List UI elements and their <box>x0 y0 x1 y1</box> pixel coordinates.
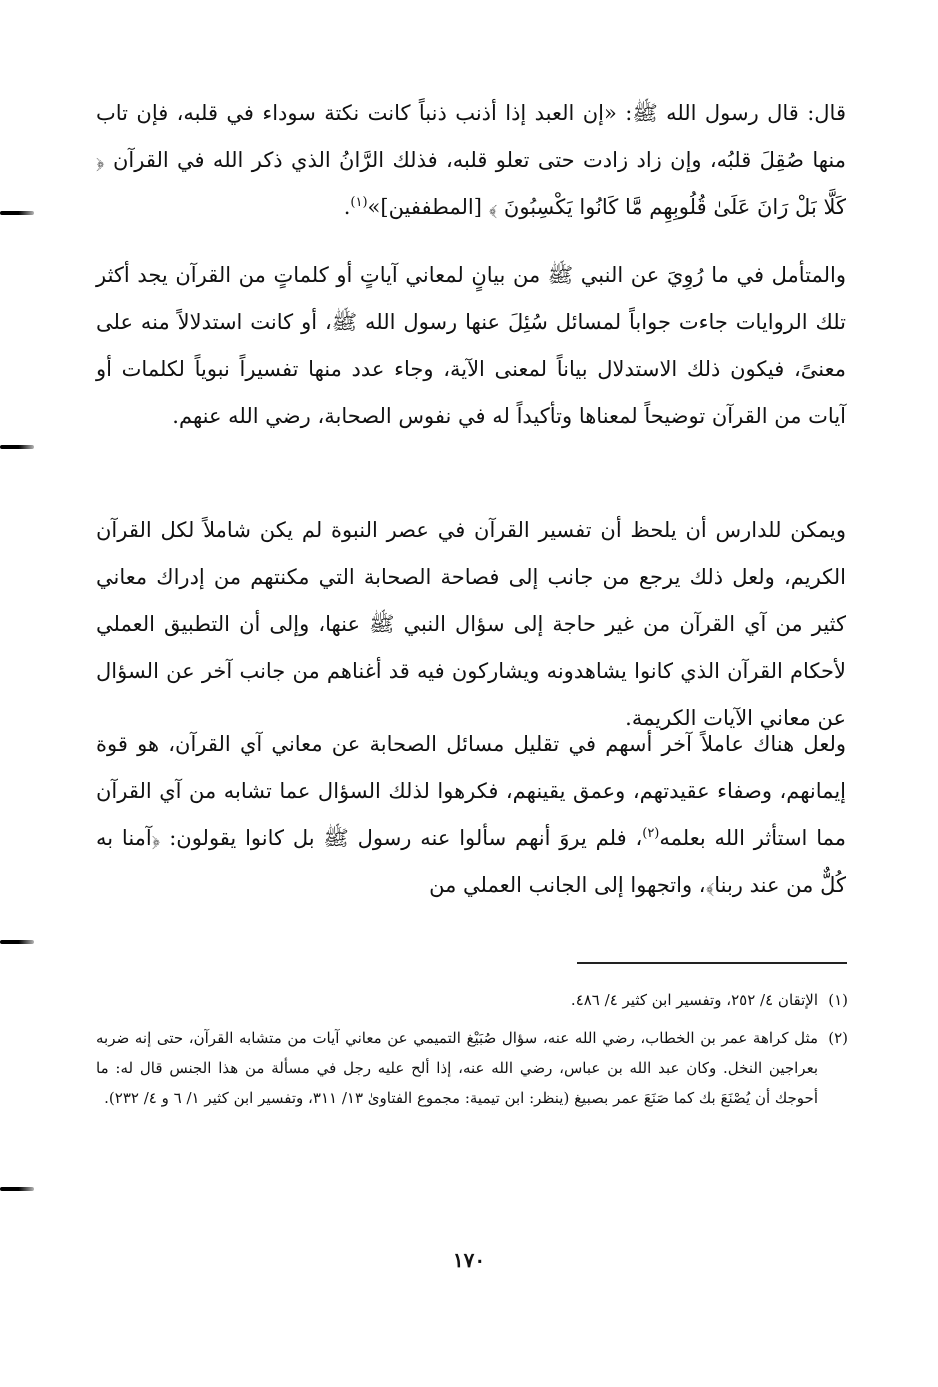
paragraph-text: قال: قال رسول الله ﷺ: «إن العبد إذا أذنب ذنباً كانت نكتة سوداء في قلبه، فإن تاب منها صُقِلَ قلبُه، وإن زاد زادت حتى تعلو قلبه، فذلك الرَّانُ الذي ذكر الله في القرآن ﴿ كَلَّا بَلْ رَانَ عَلَىٰ قُلُوبِهِم مَّا كَانُوا يَكْسِبُونَ ﴾ [المطففين]» <box>96 101 846 219</box>
footnote-number: (١) <box>828 991 848 1009</box>
footnote-text: الإتقان ٤/ ٢٥٢، وتفسير ابن كثير ٤/ ٤٨٦. <box>570 991 818 1009</box>
paragraph-text: ويمكن للدارس أن يلحظ أن تفسير القرآن في عصر النبوة لم يكن شاملاً لكل القرآن الكريم، ولعل ذلك يرجع من جانب إلى فصاحة الصحابة التي مكنتهم من إدراك معاني كثير من آي القرآن من غير حاجة إلى سؤال النبي ﷺ عنها، وإلى أن التطبيق العملي لأحكام القرآن الذي كانوا يشاهدونه ويشاركون فيه قد أغناهم من جانب آخر عن السؤال عن معاني الآيات الكريمة. <box>96 518 846 730</box>
footnote-reference[interactable]: (١) <box>350 195 368 210</box>
paragraph-hadith-quote <box>96 90 846 231</box>
scan-edge-mark <box>0 1187 34 1191</box>
paragraph-other-factor <box>96 721 846 909</box>
paragraph-scope-of-tafsir <box>96 507 846 742</box>
footnote-text: مثل كراهة عمر بن الخطاب، رضي الله عنه، سؤال صُبَيْغ التميمي عن معاني آيات من متشابه القرآن، حتى إنه ضربه بعراجين النخل. وكان عبد الله بن عباس، رضي الله عنه، إذا ألح عليه رجل في مسألة من هذا الجنس قال له: ما أحوجك أن يُصْنَعَ بك كما صَنَعَ عمر بصبيغ (ينظر: ابن تيمية: مجموع الفتاوىٰ ١٣/ ٣١١، وتفسير ابن كثير ١/ ٦ و ٤/ ٢٣٢). <box>96 1029 818 1107</box>
footnote-number: (٢) <box>828 1029 848 1047</box>
footnote-reference[interactable]: (٢) <box>642 826 660 841</box>
paragraph-text: والمتأمل في ما رُوِيَ عن النبي ﷺ من بيانٍ لمعاني آياتٍ أو كلماتٍ من القرآن يجد أكثر تلك الروايات جاءت جواباً لمسائل سُئِلَ عنها رسول الله ﷺ، أو كانت استدلالاً منه على معنىً، فيكون ذلك الاستدلال بياناً لمعنى الآية، وجاء عدد منها تفسيراً نبوياً لكلمات أو آيات من القرآن توضيحاً لمعناها وتأكيداً له في نفوس الصحابة، رضي الله عنهم. <box>96 263 846 428</box>
paragraph-prophetic-explanations <box>96 252 846 440</box>
scan-edge-mark <box>0 211 34 215</box>
page-number: ١٧٠ <box>452 1248 486 1272</box>
scan-edge-mark <box>0 445 34 449</box>
footnote-divider <box>577 962 847 964</box>
footnote-1 <box>96 985 848 1015</box>
scan-edge-mark <box>0 940 34 944</box>
paragraph-text: ولعل هناك عاملاً آخر أسهم في تقليل مسائل الصحابة عن معاني آي القرآن، هو قوة إيمانهم، وصفاء عقيدتهم، وعمق يقينهم، فكرهوا لذلك السؤال عما تشابه من آي القرآن مما استأثر الله بعلمه <box>96 732 846 850</box>
footnote-2 <box>96 1023 848 1113</box>
paragraph-tail: . <box>343 195 351 219</box>
paragraph-tail: ، فلم يروَ أنهم سألوا عنه رسول ﷺ بل كانوا يقولون: ﴿آمنا به كُلٌّ من عند ربنا﴾، واتجهوا إلى الجانب العملي من <box>96 826 846 897</box>
footnotes-section <box>96 985 848 1121</box>
